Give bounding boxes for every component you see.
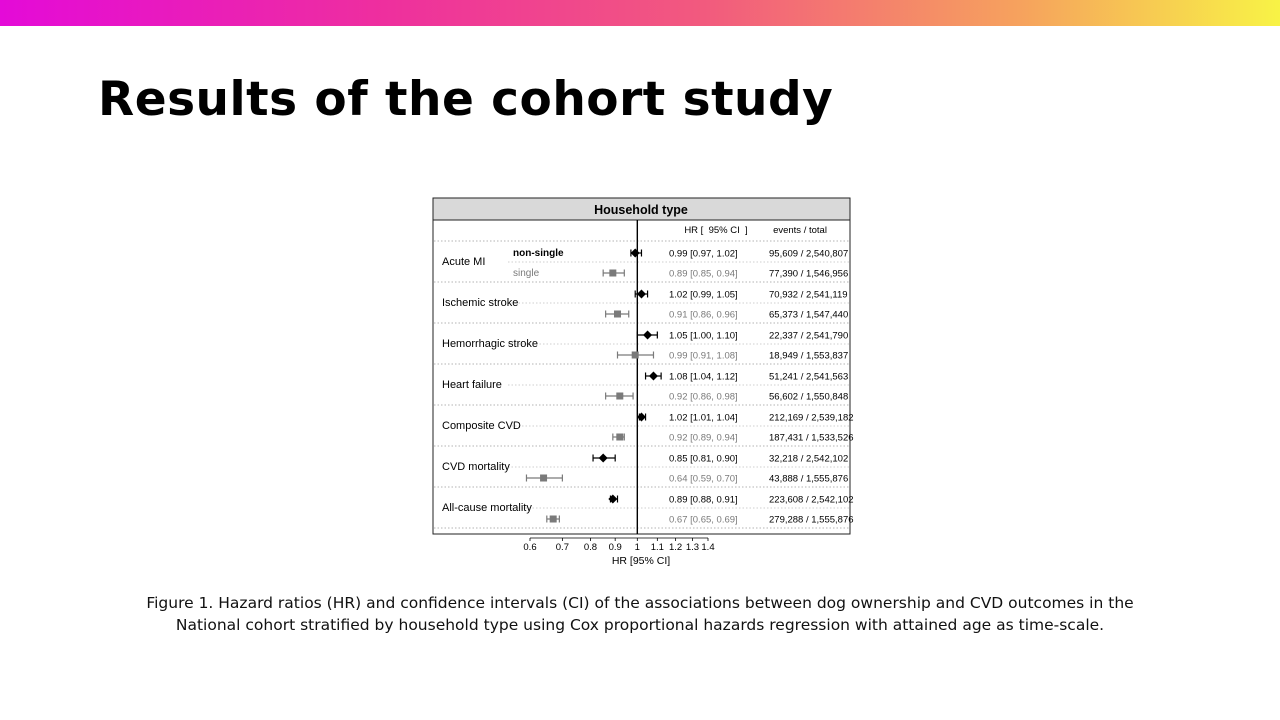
forest-plot-figure bbox=[430, 196, 854, 570]
hr-ci-value: 0.99 [0.97, 1.02] bbox=[669, 248, 738, 260]
events-total-value: 56,602 / 1,550,848 bbox=[769, 391, 849, 403]
events-total-value: 187,431 / 1,533,526 bbox=[769, 432, 854, 444]
hr-ci-value: 1.02 [0.99, 1.05] bbox=[669, 289, 738, 301]
point-estimate-square bbox=[616, 393, 623, 400]
x-tick-label: 0.6 bbox=[523, 542, 537, 553]
hr-ci-value: 0.64 [0.59, 0.70] bbox=[669, 473, 738, 485]
hr-ci-value: 0.91 [0.86, 0.96] bbox=[669, 309, 738, 321]
events-total-value: 32,218 / 2,542,102 bbox=[769, 453, 849, 465]
events-total-value: 95,609 / 2,540,807 bbox=[769, 248, 849, 260]
x-tick-label: 0.8 bbox=[583, 542, 598, 553]
outcome-label: Hemorrhagic stroke bbox=[442, 338, 538, 350]
events-total-value: 65,373 / 1,547,440 bbox=[769, 309, 849, 321]
events-total-value: 43,888 / 1,555,876 bbox=[769, 473, 849, 485]
outcome-label: Composite CVD bbox=[442, 420, 521, 432]
x-tick-label: 1 bbox=[634, 542, 640, 553]
point-estimate-square bbox=[616, 434, 623, 441]
events-total-value: 18,949 / 1,553,837 bbox=[769, 350, 849, 362]
caption-line-1: Figure 1. Hazard ratios (HR) and confidence intervals (CI) of the associations between dog ownership and CVD outcomes in the bbox=[146, 594, 1134, 612]
series-label: non-single bbox=[513, 248, 564, 259]
outcome-label: All-cause mortality bbox=[442, 502, 532, 514]
outcome-label: CVD mortality bbox=[442, 461, 510, 473]
hr-ci-value: 0.67 [0.65, 0.69] bbox=[669, 514, 738, 526]
events-total-value: 51,241 / 2,541,563 bbox=[769, 371, 849, 383]
top-gradient-bar bbox=[0, 0, 1280, 26]
hr-ci-value: 0.89 [0.85, 0.94] bbox=[669, 268, 738, 280]
slide-title: Results of the cohort study bbox=[98, 72, 834, 127]
outcome-label: Heart failure bbox=[442, 379, 502, 391]
events-total-value: 77,390 / 1,546,956 bbox=[769, 268, 849, 280]
hr-ci-value: 1.05 [1.00, 1.10] bbox=[669, 330, 738, 342]
figure-caption bbox=[100, 592, 1180, 636]
hr-ci-value: 0.89 [0.88, 0.91] bbox=[669, 494, 738, 506]
x-tick-label: 1.4 bbox=[701, 542, 715, 553]
caption-line-2: National cohort stratified by household type using Cox proportional hazards regression with attained age as time-scale. bbox=[175, 616, 1105, 634]
point-estimate-square bbox=[632, 352, 639, 359]
x-tick-label: 0.9 bbox=[608, 542, 622, 553]
events-total-value: 223,608 / 2,542,102 bbox=[769, 494, 854, 506]
events-total-value: 279,288 / 1,555,876 bbox=[769, 514, 854, 526]
hr-column-header: HR [ 95% CI ] bbox=[684, 225, 748, 236]
hr-ci-value: 1.02 [1.01, 1.04] bbox=[669, 412, 738, 424]
point-estimate-square bbox=[540, 475, 547, 482]
x-axis bbox=[523, 538, 714, 553]
series-label: single bbox=[513, 268, 540, 279]
x-tick-label: 1.3 bbox=[685, 542, 700, 553]
x-axis-label: HR [95% CI] bbox=[611, 555, 671, 567]
outcome-label: Acute MI bbox=[442, 256, 486, 268]
events-column-header: events / total bbox=[773, 225, 827, 236]
plot-title: Household type bbox=[594, 203, 688, 217]
hr-ci-value: 0.85 [0.81, 0.90] bbox=[669, 453, 738, 465]
hr-ci-value: 1.08 [1.04, 1.12] bbox=[669, 371, 738, 383]
events-total-value: 22,337 / 2,541,790 bbox=[769, 330, 849, 342]
x-tick-label: 0.7 bbox=[555, 542, 569, 553]
forest-plot bbox=[430, 196, 854, 570]
point-estimate-square bbox=[550, 516, 557, 523]
hr-ci-value: 0.99 [0.91, 1.08] bbox=[669, 350, 738, 362]
hr-ci-value: 0.92 [0.89, 0.94] bbox=[669, 432, 738, 444]
point-estimate-square bbox=[609, 270, 616, 277]
hr-ci-value: 0.92 [0.86, 0.98] bbox=[669, 391, 738, 403]
outcome-label: Ischemic stroke bbox=[442, 297, 519, 309]
x-tick-label: 1.2 bbox=[669, 542, 683, 553]
point-estimate-square bbox=[614, 311, 621, 318]
events-total-value: 70,932 / 2,541,119 bbox=[769, 289, 848, 301]
x-tick-label: 1.1 bbox=[650, 542, 664, 553]
events-total-value: 212,169 / 2,539,182 bbox=[769, 412, 854, 424]
